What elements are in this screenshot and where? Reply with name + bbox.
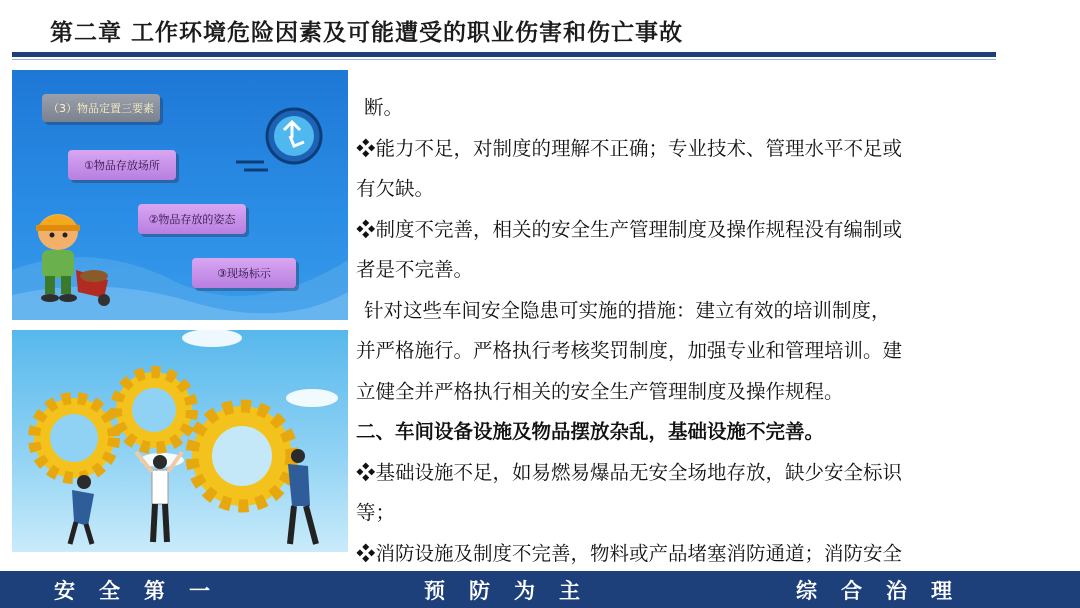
footer-slogan-left: 安全第一 bbox=[54, 579, 234, 603]
body-text bbox=[356, 88, 996, 574]
text-line: 等； bbox=[356, 501, 396, 524]
gear-icon bbox=[116, 372, 192, 448]
site-marking-tag: ③现场标示 bbox=[192, 258, 296, 288]
bullet-item: ❖能力不足，对制度的理解不正确；专业技术、管理水平不足或 bbox=[356, 136, 903, 160]
text-line: 者是不完善。 bbox=[356, 258, 474, 281]
footer-slogan-center: 预防为主 bbox=[424, 579, 604, 603]
gear-icon bbox=[192, 406, 292, 506]
recycle-badge-icon bbox=[236, 109, 321, 170]
page-title: 第二章 工作环境危险因素及可能遭受的职业伤害和伤亡事故 bbox=[50, 20, 684, 46]
bullet-item: ❖基础设施不足，如易燃易爆品无安全场地存放，缺少安全标识 bbox=[356, 460, 903, 484]
person-icon bbox=[70, 475, 94, 544]
gear-icon bbox=[34, 398, 114, 478]
storage-location-tag: ①物品存放场所 bbox=[68, 150, 176, 180]
footer-slogan-right: 综合治理 bbox=[796, 579, 976, 603]
storage-posture-tag: ②物品存放的姿态 bbox=[138, 204, 246, 234]
bullet-item: ❖消防设施及制度不完善，物料或产品堵塞消防通道；消防安全 bbox=[356, 541, 903, 565]
text-line: 针对这些车间安全隐患可实施的措施：建立有效的培训制度， bbox=[364, 298, 891, 322]
gears-illustration bbox=[12, 330, 348, 552]
text-line: 立健全并严格执行相关的安全生产管理制度及操作规程。 bbox=[356, 379, 844, 403]
text-line: 有欠缺。 bbox=[356, 177, 435, 200]
illustration-storage-elements bbox=[12, 70, 348, 320]
illustration-teamwork-gears bbox=[12, 330, 348, 552]
text-line: 并严格施行。严格执行考核奖罚制度，加强专业和管理培训。建 bbox=[356, 339, 903, 362]
storage-elements-heading-tag: （3）物品定置三要素 bbox=[42, 94, 160, 122]
title-underline bbox=[12, 52, 996, 57]
title-underline-thin bbox=[12, 59, 996, 60]
bullet-item: ❖制度不完善，相关的安全生产管理制度及操作规程没有编制或 bbox=[356, 217, 903, 241]
section-heading: 二、车间设备设施及物品摆放杂乱，基础设施不完善。 bbox=[356, 420, 825, 443]
text-line: 断。 bbox=[364, 96, 404, 119]
